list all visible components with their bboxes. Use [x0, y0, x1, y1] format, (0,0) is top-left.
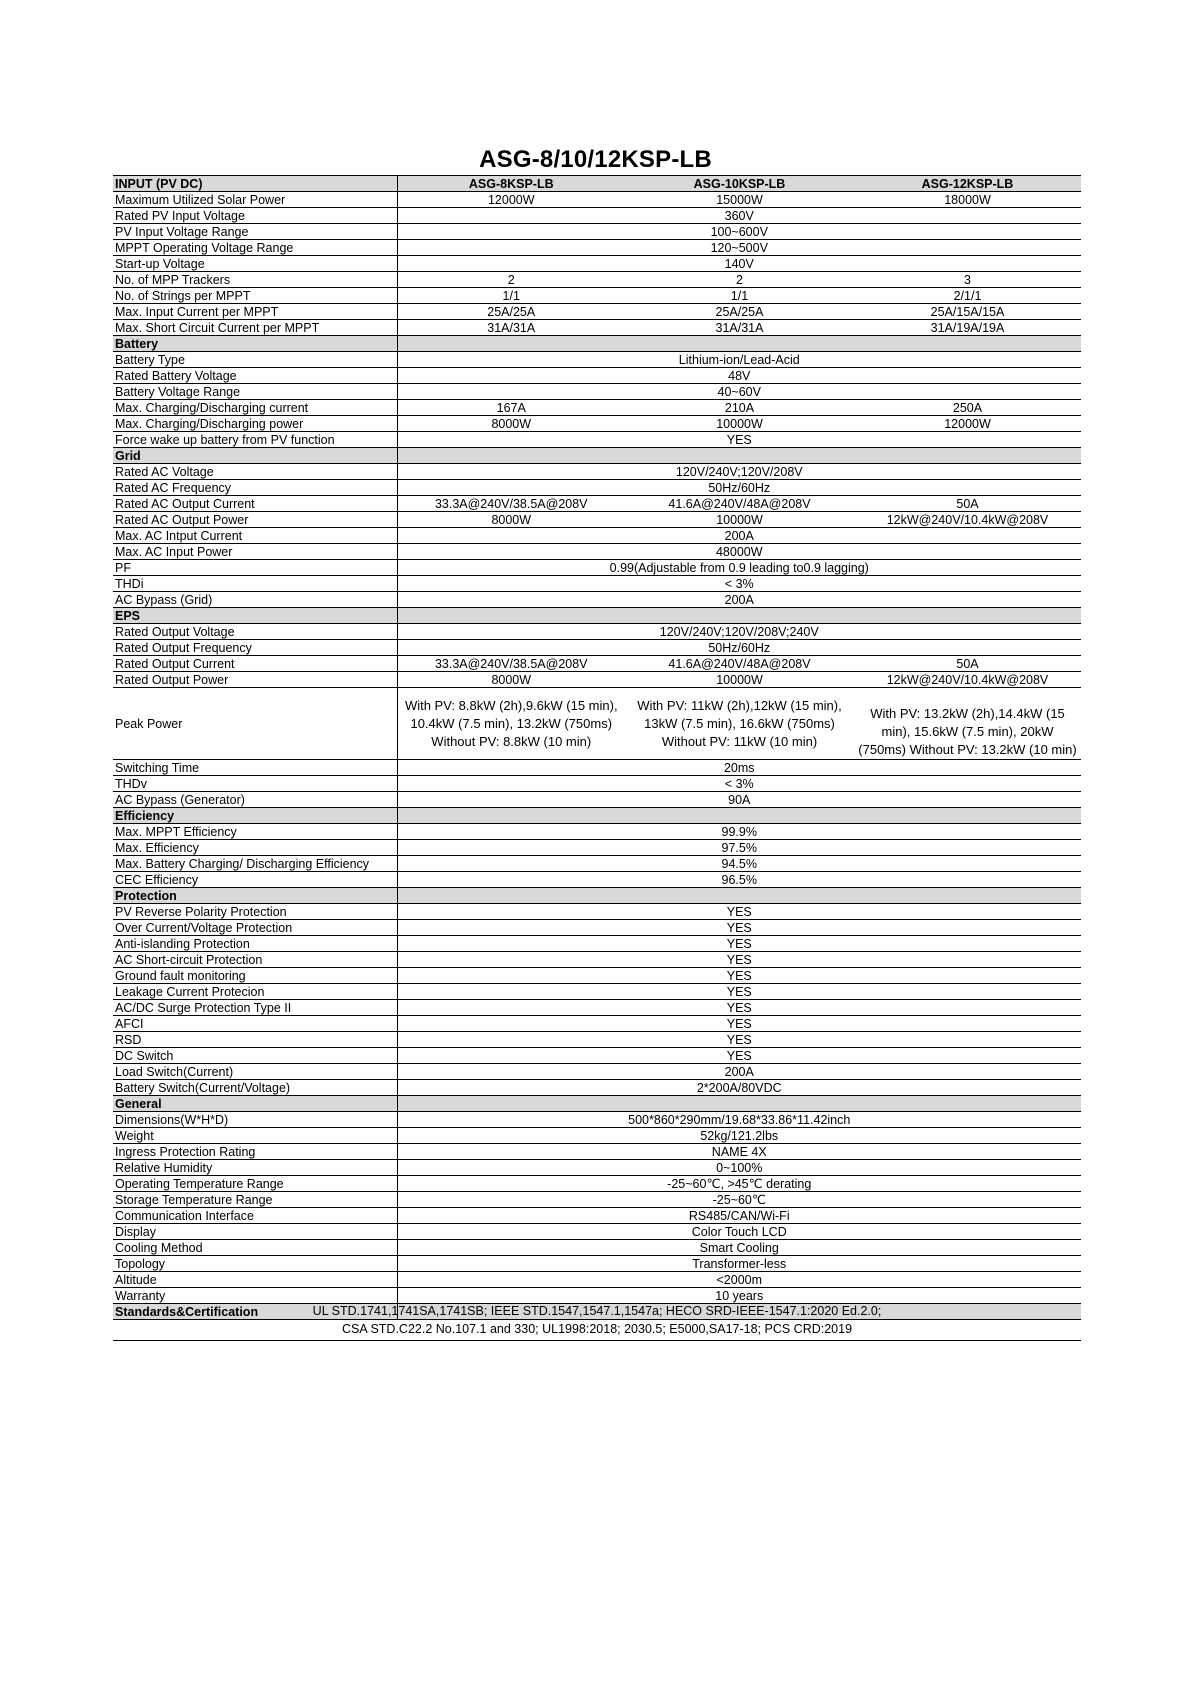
spec-value: -25~60℃, >45℃ derating — [397, 1176, 1081, 1192]
spec-label: Rated Output Voltage — [113, 624, 397, 640]
spec-label: Max. Charging/Discharging power — [113, 416, 397, 432]
spec-label: Topology — [113, 1256, 397, 1272]
spec-row — [113, 984, 1081, 1000]
spec-label: Force wake up battery from PV function — [113, 432, 397, 448]
spec-label: PV Reverse Polarity Protection — [113, 904, 397, 920]
section-header — [113, 608, 1081, 624]
spec-value: 8000W — [397, 416, 625, 432]
spec-value: YES — [397, 968, 1081, 984]
spec-row — [113, 496, 1081, 512]
spec-label: Rated Output Frequency — [113, 640, 397, 656]
spec-label: Max. Input Current per MPPT — [113, 304, 397, 320]
spec-value: 48V — [397, 368, 1081, 384]
spec-label: Rated AC Output Power — [113, 512, 397, 528]
spec-value: 12kW@240V/10.4kW@208V — [854, 672, 1081, 688]
spec-value: 120~500V — [397, 240, 1081, 256]
spec-value: 41.6A@240V/48A@208V — [625, 496, 854, 512]
spec-row — [113, 512, 1081, 528]
spec-value: Lithium-ion/Lead-Acid — [397, 352, 1081, 368]
spec-value: 200A — [397, 1064, 1081, 1080]
spec-row — [113, 320, 1081, 336]
spec-label: Altitude — [113, 1272, 397, 1288]
spec-value: 52kg/121.2lbs — [397, 1128, 1081, 1144]
spec-row — [113, 368, 1081, 384]
spec-row — [113, 1128, 1081, 1144]
spec-label: Max. Battery Charging/ Discharging Efficiency — [113, 856, 397, 872]
spec-value: 50Hz/60Hz — [397, 640, 1081, 656]
spec-row — [113, 432, 1081, 448]
spec-label: Battery Voltage Range — [113, 384, 397, 400]
spec-value: 12kW@240V/10.4kW@208V — [854, 512, 1081, 528]
spec-row — [113, 1256, 1081, 1272]
spec-value: RS485/CAN/Wi-Fi — [397, 1208, 1081, 1224]
spec-value: 33.3A@240V/38.5A@208V — [397, 656, 625, 672]
spec-value: 15000W — [625, 192, 854, 208]
spec-label: AC Short-circuit Protection — [113, 952, 397, 968]
section-title: Protection — [113, 888, 397, 904]
spec-label: Max. AC Input Power — [113, 544, 397, 560]
spec-row — [113, 352, 1081, 368]
spec-label: THDi — [113, 576, 397, 592]
spec-row — [113, 1144, 1081, 1160]
spec-label: Ingress Protection Rating — [113, 1144, 397, 1160]
spec-value: 10000W — [625, 512, 854, 528]
spec-value: < 3% — [397, 576, 1081, 592]
model-header: ASG-10KSP-LB — [625, 176, 854, 192]
section-header — [113, 888, 1081, 904]
spec-value: 99.9% — [397, 824, 1081, 840]
spec-row — [113, 936, 1081, 952]
spec-label: Display — [113, 1224, 397, 1240]
spec-value: 200A — [397, 592, 1081, 608]
spec-row — [113, 824, 1081, 840]
spec-value: 12000W — [854, 416, 1081, 432]
spec-value: 41.6A@240V/48A@208V — [625, 656, 854, 672]
spec-label: Rated Output Current — [113, 656, 397, 672]
spec-value: 2 — [397, 272, 625, 288]
spec-value: 0.99(Adjustable from 0.9 leading to0.9 lagging) — [397, 560, 1081, 576]
spec-row — [113, 544, 1081, 560]
spec-value: 500*860*290mm/19.68*33.86*11.42inch — [397, 1112, 1081, 1128]
spec-row — [113, 872, 1081, 888]
spec-value: YES — [397, 1016, 1081, 1032]
spec-label: Max. Efficiency — [113, 840, 397, 856]
section-header — [113, 808, 1081, 824]
spec-label: MPPT Operating Voltage Range — [113, 240, 397, 256]
spec-label: Rated AC Voltage — [113, 464, 397, 480]
spec-row — [113, 904, 1081, 920]
section-title: Grid — [113, 448, 397, 464]
spec-row — [113, 952, 1081, 968]
spec-row — [113, 400, 1081, 416]
spec-value: 40~60V — [397, 384, 1081, 400]
spec-label: Maximum Utilized Solar Power — [113, 192, 397, 208]
spec-value: 210A — [625, 400, 854, 416]
spec-value: 31A/31A — [397, 320, 625, 336]
spec-value: 10 years — [397, 1288, 1081, 1304]
spec-label: AC/DC Surge Protection Type II — [113, 1000, 397, 1016]
spec-value: 1/1 — [625, 288, 854, 304]
spec-label: Rated AC Frequency — [113, 480, 397, 496]
spec-label: Operating Temperature Range — [113, 1176, 397, 1192]
spec-value: YES — [397, 936, 1081, 952]
spec-value: YES — [397, 1000, 1081, 1016]
spec-row — [113, 256, 1081, 272]
section-header — [113, 448, 1081, 464]
spec-row — [113, 288, 1081, 304]
spec-row — [113, 1176, 1081, 1192]
section-header — [113, 1096, 1081, 1112]
spec-label: No. of Strings per MPPT — [113, 288, 397, 304]
section-title: Battery — [113, 336, 397, 352]
spec-value: 360V — [397, 208, 1081, 224]
spec-row — [113, 840, 1081, 856]
section-header — [113, 176, 1081, 192]
spec-value: 18000W — [854, 192, 1081, 208]
spec-label: Rated Output Power — [113, 672, 397, 688]
spec-value: 94.5% — [397, 856, 1081, 872]
spec-value: 96.5% — [397, 872, 1081, 888]
spec-label: Relative Humidity — [113, 1160, 397, 1176]
spec-label: Max. AC Intput Current — [113, 528, 397, 544]
spec-label: Battery Switch(Current/Voltage) — [113, 1080, 397, 1096]
spec-row — [113, 192, 1081, 208]
section-filler — [397, 336, 1081, 352]
spec-row — [113, 1080, 1081, 1096]
spec-row — [113, 776, 1081, 792]
spec-row — [113, 1064, 1081, 1080]
spec-label: THDv — [113, 776, 397, 792]
spec-value: 31A/31A — [625, 320, 854, 336]
spec-value: NAME 4X — [397, 1144, 1081, 1160]
spec-row — [113, 464, 1081, 480]
spec-value: 10000W — [625, 672, 854, 688]
spec-value: 50A — [854, 656, 1081, 672]
spec-row — [113, 528, 1081, 544]
spec-label: PV Input Voltage Range — [113, 224, 397, 240]
spec-value: 25A/25A — [397, 304, 625, 320]
spec-value: 33.3A@240V/38.5A@208V — [397, 496, 625, 512]
spec-value: Color Touch LCD — [397, 1224, 1081, 1240]
page-title: ASG-8/10/12KSP-LB — [479, 146, 712, 173]
spec-label: PF — [113, 560, 397, 576]
spec-value: 50A — [854, 496, 1081, 512]
spec-label: Peak Power — [113, 688, 397, 760]
spec-label: Max. MPPT Efficiency — [113, 824, 397, 840]
spec-value: YES — [397, 952, 1081, 968]
spec-label: Communication Interface — [113, 1208, 397, 1224]
standards-block — [113, 1302, 1081, 1341]
spec-value: 25A/15A/15A — [854, 304, 1081, 320]
spec-label: Rated PV Input Voltage — [113, 208, 397, 224]
spec-label: Anti-islanding Protection — [113, 936, 397, 952]
spec-row — [113, 208, 1081, 224]
spec-value: 120V/240V;120V/208V — [397, 464, 1081, 480]
spec-value: 167A — [397, 400, 625, 416]
spec-row — [113, 560, 1081, 576]
spec-row — [113, 240, 1081, 256]
spec-value: 100~600V — [397, 224, 1081, 240]
spec-label: Ground fault monitoring — [113, 968, 397, 984]
spec-value: 31A/19A/19A — [854, 320, 1081, 336]
spec-value: 2/1/1 — [854, 288, 1081, 304]
spec-row — [113, 1160, 1081, 1176]
spec-label: Warranty — [113, 1288, 397, 1304]
spec-label: AC Bypass (Generator) — [113, 792, 397, 808]
spec-row — [113, 640, 1081, 656]
spec-label: Storage Temperature Range — [113, 1192, 397, 1208]
spec-value: 1/1 — [397, 288, 625, 304]
spec-row — [113, 576, 1081, 592]
spec-value: -25~60℃ — [397, 1192, 1081, 1208]
spec-label: Max. Charging/Discharging current — [113, 400, 397, 416]
spec-row — [113, 656, 1081, 672]
section-title: INPUT (PV DC) — [113, 176, 397, 192]
spec-value: With PV: 13.2kW (2h),14.4kW (15 min), 15.6kW (7.5 min), 20kW (750ms) Without PV: 13.2kW (10 min) — [854, 688, 1081, 760]
spec-value: YES — [397, 1032, 1081, 1048]
spec-label: Cooling Method — [113, 1240, 397, 1256]
spec-label: Rated AC Output Current — [113, 496, 397, 512]
spec-value: 50Hz/60Hz — [397, 480, 1081, 496]
spec-value: 2*200A/80VDC — [397, 1080, 1081, 1096]
spec-value: Smart Cooling — [397, 1240, 1081, 1256]
section-header — [113, 336, 1081, 352]
spec-value: 0~100% — [397, 1160, 1081, 1176]
spec-value: 2 — [625, 272, 854, 288]
spec-row — [113, 856, 1081, 872]
spec-label: AC Bypass (Grid) — [113, 592, 397, 608]
spec-row — [113, 1112, 1081, 1128]
spec-value: 250A — [854, 400, 1081, 416]
spec-row — [113, 1000, 1081, 1016]
spec-value: <2000m — [397, 1272, 1081, 1288]
spec-row — [113, 592, 1081, 608]
spec-row — [113, 968, 1081, 984]
spec-label: Rated Battery Voltage — [113, 368, 397, 384]
spec-label: Start-up Voltage — [113, 256, 397, 272]
spec-value: 20ms — [397, 760, 1081, 776]
standards-line: CSA STD.C22.2 No.107.1 and 330; UL1998:2018; 2030.5; E5000,SA17-18; PCS CRD:2019 — [341, 1322, 853, 1336]
spec-label: AFCI — [113, 1016, 397, 1032]
spec-table-body — [113, 176, 1081, 1320]
spec-value: Transformer-less — [397, 1256, 1081, 1272]
spec-row — [113, 272, 1081, 288]
spec-value: 120V/240V;120V/208V;240V — [397, 624, 1081, 640]
standards-line: UL STD.1741,1741SA,1741SB; IEEE STD.1547,1547.1,1547a; HECO SRD-IEEE-1547.1:2020 Ed.2.0; — [312, 1304, 882, 1318]
spec-value: 90A — [397, 792, 1081, 808]
spec-row — [113, 1272, 1081, 1288]
spec-label: Load Switch(Current) — [113, 1064, 397, 1080]
spec-value: YES — [397, 432, 1081, 448]
spec-row — [113, 672, 1081, 688]
spec-label: Max. Short Circuit Current per MPPT — [113, 320, 397, 336]
spec-row — [113, 1048, 1081, 1064]
spec-label: CEC Efficiency — [113, 872, 397, 888]
section-filler — [397, 448, 1081, 464]
spec-value: 8000W — [397, 672, 625, 688]
spec-row — [113, 416, 1081, 432]
spec-value: YES — [397, 1048, 1081, 1064]
section-title: Efficiency — [113, 808, 397, 824]
model-header: ASG-8KSP-LB — [397, 176, 625, 192]
section-filler — [397, 808, 1081, 824]
spec-value: 3 — [854, 272, 1081, 288]
spec-row — [113, 384, 1081, 400]
spec-value: 10000W — [625, 416, 854, 432]
spec-value: 12000W — [397, 192, 625, 208]
spec-label: RSD — [113, 1032, 397, 1048]
section-filler — [397, 1096, 1081, 1112]
spec-value: 8000W — [397, 512, 625, 528]
spec-label: Leakage Current Protecion — [113, 984, 397, 1000]
spec-value: < 3% — [397, 776, 1081, 792]
spec-label: Weight — [113, 1128, 397, 1144]
spec-row — [113, 1192, 1081, 1208]
section-title: General — [113, 1096, 397, 1112]
spec-value: With PV: 8.8kW (2h),9.6kW (15 min), 10.4kW (7.5 min), 13.2kW (750ms) Without PV: 8.8kW (10 min) — [397, 688, 625, 760]
spec-row — [113, 1224, 1081, 1240]
spec-row — [113, 1032, 1081, 1048]
model-header: ASG-12KSP-LB — [854, 176, 1081, 192]
spec-table — [113, 175, 1081, 1320]
section-filler — [397, 608, 1081, 624]
spec-label: Over Current/Voltage Protection — [113, 920, 397, 936]
spec-value: 97.5% — [397, 840, 1081, 856]
spec-value: YES — [397, 984, 1081, 1000]
section-title: Standards&Certification — [113, 1304, 397, 1320]
spec-row — [113, 1016, 1081, 1032]
spec-row — [113, 304, 1081, 320]
spec-label: Battery Type — [113, 352, 397, 368]
spec-label: DC Switch — [113, 1048, 397, 1064]
spec-value: 48000W — [397, 544, 1081, 560]
spec-value: 200A — [397, 528, 1081, 544]
spec-label: No. of MPP Trackers — [113, 272, 397, 288]
spec-value: 25A/25A — [625, 304, 854, 320]
spec-label: Switching Time — [113, 760, 397, 776]
section-filler — [397, 888, 1081, 904]
spec-value: With PV: 11kW (2h),12kW (15 min), 13kW (7.5 min), 16.6kW (750ms) Without PV: 11kW (10 min) — [625, 688, 854, 760]
spec-row — [113, 1240, 1081, 1256]
spec-row — [113, 1208, 1081, 1224]
spec-row — [113, 480, 1081, 496]
spec-label: Dimensions(W*H*D) — [113, 1112, 397, 1128]
spec-row — [113, 920, 1081, 936]
spec-value: YES — [397, 920, 1081, 936]
section-title: EPS — [113, 608, 397, 624]
spec-row — [113, 688, 1081, 760]
spec-row — [113, 624, 1081, 640]
spec-value: YES — [397, 904, 1081, 920]
spec-row — [113, 224, 1081, 240]
spec-row — [113, 760, 1081, 776]
spec-row — [113, 792, 1081, 808]
spec-value: 140V — [397, 256, 1081, 272]
